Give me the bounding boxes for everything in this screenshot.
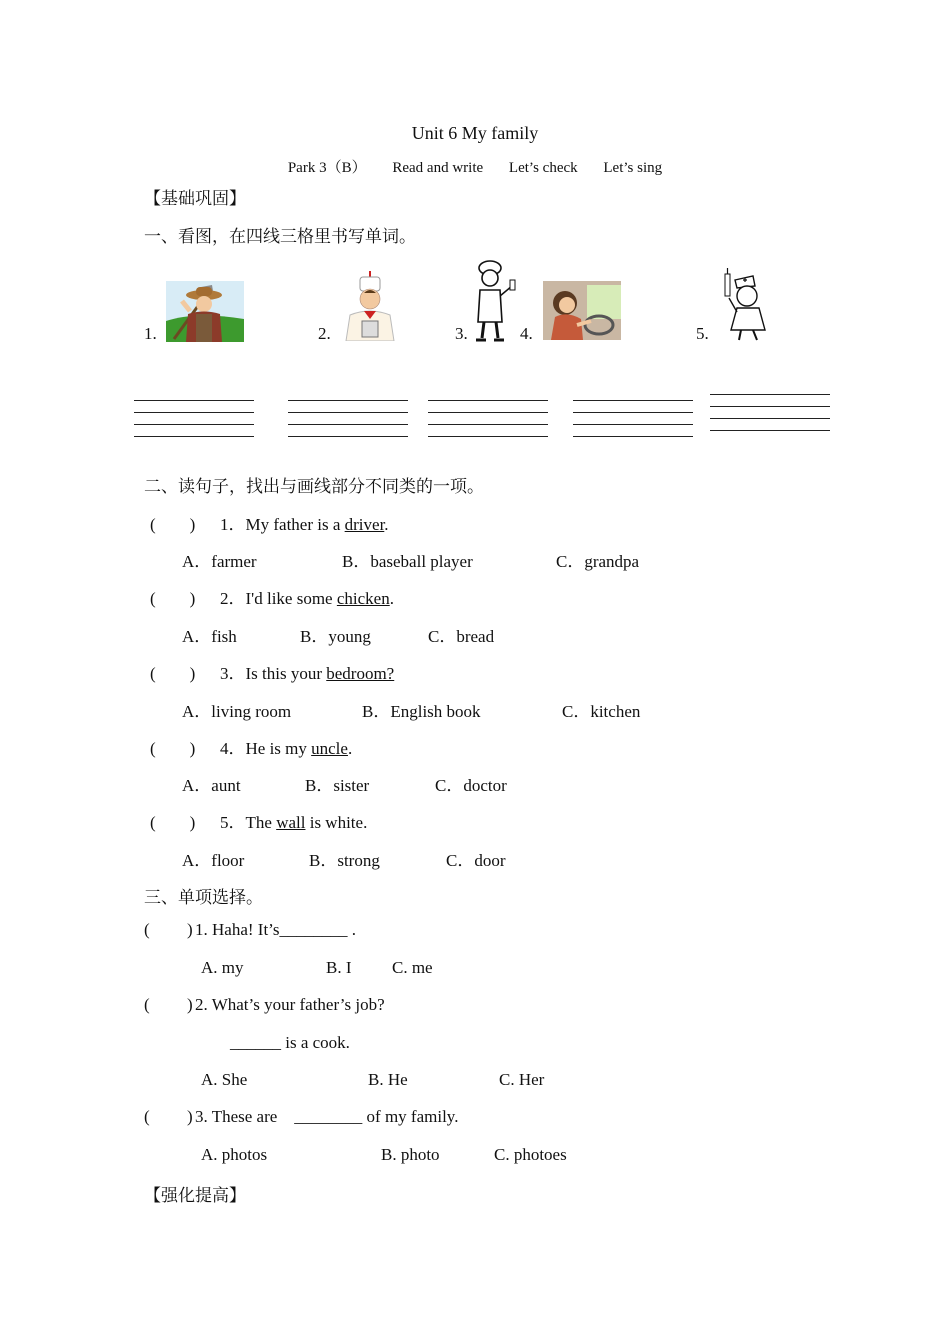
pic-number-3: 3. bbox=[455, 324, 468, 343]
question-text-end: . bbox=[389, 589, 394, 608]
part3-question-2: 2. What’s your father’s job? bbox=[195, 995, 385, 1014]
option-c[interactable]: C．grandpa bbox=[556, 552, 640, 571]
part2-question bbox=[220, 659, 394, 684]
part2-question bbox=[220, 510, 389, 535]
pic-number-5: 5. bbox=[696, 324, 709, 343]
question-number: 2． bbox=[220, 589, 246, 608]
section-basic: 【基础巩固】 bbox=[144, 189, 246, 208]
option-c[interactable]: C．kitchen bbox=[562, 702, 641, 721]
underlined-word: chicken bbox=[336, 589, 390, 608]
answer-paren-close: ) bbox=[187, 1107, 193, 1126]
part1-title: 一、看图，在四线三格里书写单词。 bbox=[144, 227, 416, 246]
question-number: 3． bbox=[220, 664, 246, 683]
writing-lines-1[interactable] bbox=[134, 400, 254, 440]
pic-number-1: 1. bbox=[144, 324, 157, 343]
subtitle-lets-sing: Let’s sing bbox=[603, 160, 663, 176]
question-text: The bbox=[245, 813, 277, 832]
option-a[interactable]: A．farmer bbox=[182, 552, 257, 571]
option-b[interactable]: B．strong bbox=[309, 851, 380, 870]
answer-paren-open[interactable]: ( bbox=[144, 1107, 150, 1126]
question-text: He is my bbox=[245, 739, 312, 758]
writing-lines-4[interactable] bbox=[573, 400, 693, 440]
subtitle-lets-check: Let’s check bbox=[508, 160, 578, 176]
underlined-word: bedroom? bbox=[326, 664, 395, 683]
option-a[interactable]: A．fish bbox=[182, 627, 237, 646]
part2-answer-blank[interactable]: ( ) bbox=[150, 813, 196, 832]
driver-picture bbox=[543, 281, 621, 340]
question-number: 4． bbox=[220, 739, 246, 758]
underlined-word: uncle bbox=[311, 739, 348, 758]
option-c[interactable]: C. Her bbox=[499, 1070, 545, 1089]
option-b[interactable]: B．young bbox=[300, 627, 371, 646]
option-b[interactable]: B. I bbox=[326, 958, 352, 977]
farmer-picture bbox=[166, 281, 244, 342]
option-a[interactable]: A. my bbox=[201, 958, 244, 977]
option-c[interactable]: C．doctor bbox=[435, 776, 507, 795]
part3-title: 三、单项选择。 bbox=[144, 888, 263, 907]
underlined-word: driver bbox=[344, 515, 385, 534]
option-b[interactable]: B．baseball player bbox=[342, 552, 473, 571]
answer-paren-close: ) bbox=[187, 920, 193, 939]
doctor-picture bbox=[474, 256, 520, 342]
question-text: I'd like some bbox=[245, 589, 337, 608]
part2-question bbox=[220, 584, 394, 609]
option-a[interactable]: A．aunt bbox=[182, 776, 241, 795]
option-a[interactable]: A．floor bbox=[182, 851, 245, 870]
underlined-word: wall bbox=[276, 813, 306, 832]
writing-lines-2[interactable] bbox=[288, 400, 408, 440]
option-b[interactable]: B．sister bbox=[305, 776, 370, 795]
part2-title: 二、读句子，找出与画线部分不同类的一项。 bbox=[144, 477, 484, 496]
subtitle-part: Park 3（B） bbox=[287, 160, 367, 176]
pic-number-4: 4. bbox=[520, 324, 533, 343]
question-number: 1． bbox=[220, 515, 246, 534]
page-subtitle bbox=[0, 156, 950, 177]
answer-paren-close: ) bbox=[187, 995, 193, 1014]
option-a[interactable]: A. She bbox=[201, 1070, 248, 1089]
answer-paren-open[interactable]: ( bbox=[144, 995, 150, 1014]
question-text: Is this your bbox=[245, 664, 327, 683]
question-number: 5． bbox=[220, 813, 246, 832]
part2-answer-blank[interactable]: ( ) bbox=[150, 589, 196, 608]
pic-number-2: 2. bbox=[318, 324, 331, 343]
subtitle-read-write: Read and write bbox=[392, 160, 484, 176]
nurse-picture bbox=[723, 268, 773, 342]
part3-question-1: 1. Haha! It’s________ . bbox=[195, 920, 357, 939]
option-c[interactable]: C. photoes bbox=[494, 1145, 567, 1164]
part2-answer-blank[interactable]: ( ) bbox=[150, 515, 196, 534]
question-text-end: . bbox=[384, 515, 389, 534]
part2-answer-blank[interactable]: ( ) bbox=[150, 664, 196, 683]
option-c[interactable]: C. me bbox=[392, 958, 433, 977]
question-text-end: . bbox=[347, 739, 353, 758]
option-b[interactable]: B．English book bbox=[362, 702, 481, 721]
part2-answer-blank[interactable]: ( ) bbox=[150, 739, 196, 758]
writing-lines-3[interactable] bbox=[428, 400, 548, 440]
option-b[interactable]: B. He bbox=[368, 1070, 408, 1089]
cook-picture bbox=[342, 271, 398, 341]
part3-question-3: 3. These are ________ of my family. bbox=[195, 1107, 459, 1126]
page-title: Unit 6 My family bbox=[411, 123, 539, 143]
part2-question bbox=[220, 808, 367, 833]
option-a[interactable]: A. photos bbox=[201, 1145, 268, 1164]
writing-lines-5[interactable] bbox=[710, 394, 830, 434]
option-c[interactable]: C．door bbox=[446, 851, 506, 870]
part2-question bbox=[220, 734, 352, 759]
answer-paren-open[interactable]: ( bbox=[144, 920, 150, 939]
option-b[interactable]: B. photo bbox=[381, 1145, 440, 1164]
option-c[interactable]: C．bread bbox=[428, 627, 495, 646]
question-text-end: is white. bbox=[305, 813, 368, 832]
option-a[interactable]: A．living room bbox=[182, 702, 292, 721]
section-advance: 【强化提高】 bbox=[144, 1186, 246, 1205]
part3-question-2-line2: ______ is a cook. bbox=[230, 1033, 350, 1052]
question-text: My father is a bbox=[245, 515, 345, 534]
